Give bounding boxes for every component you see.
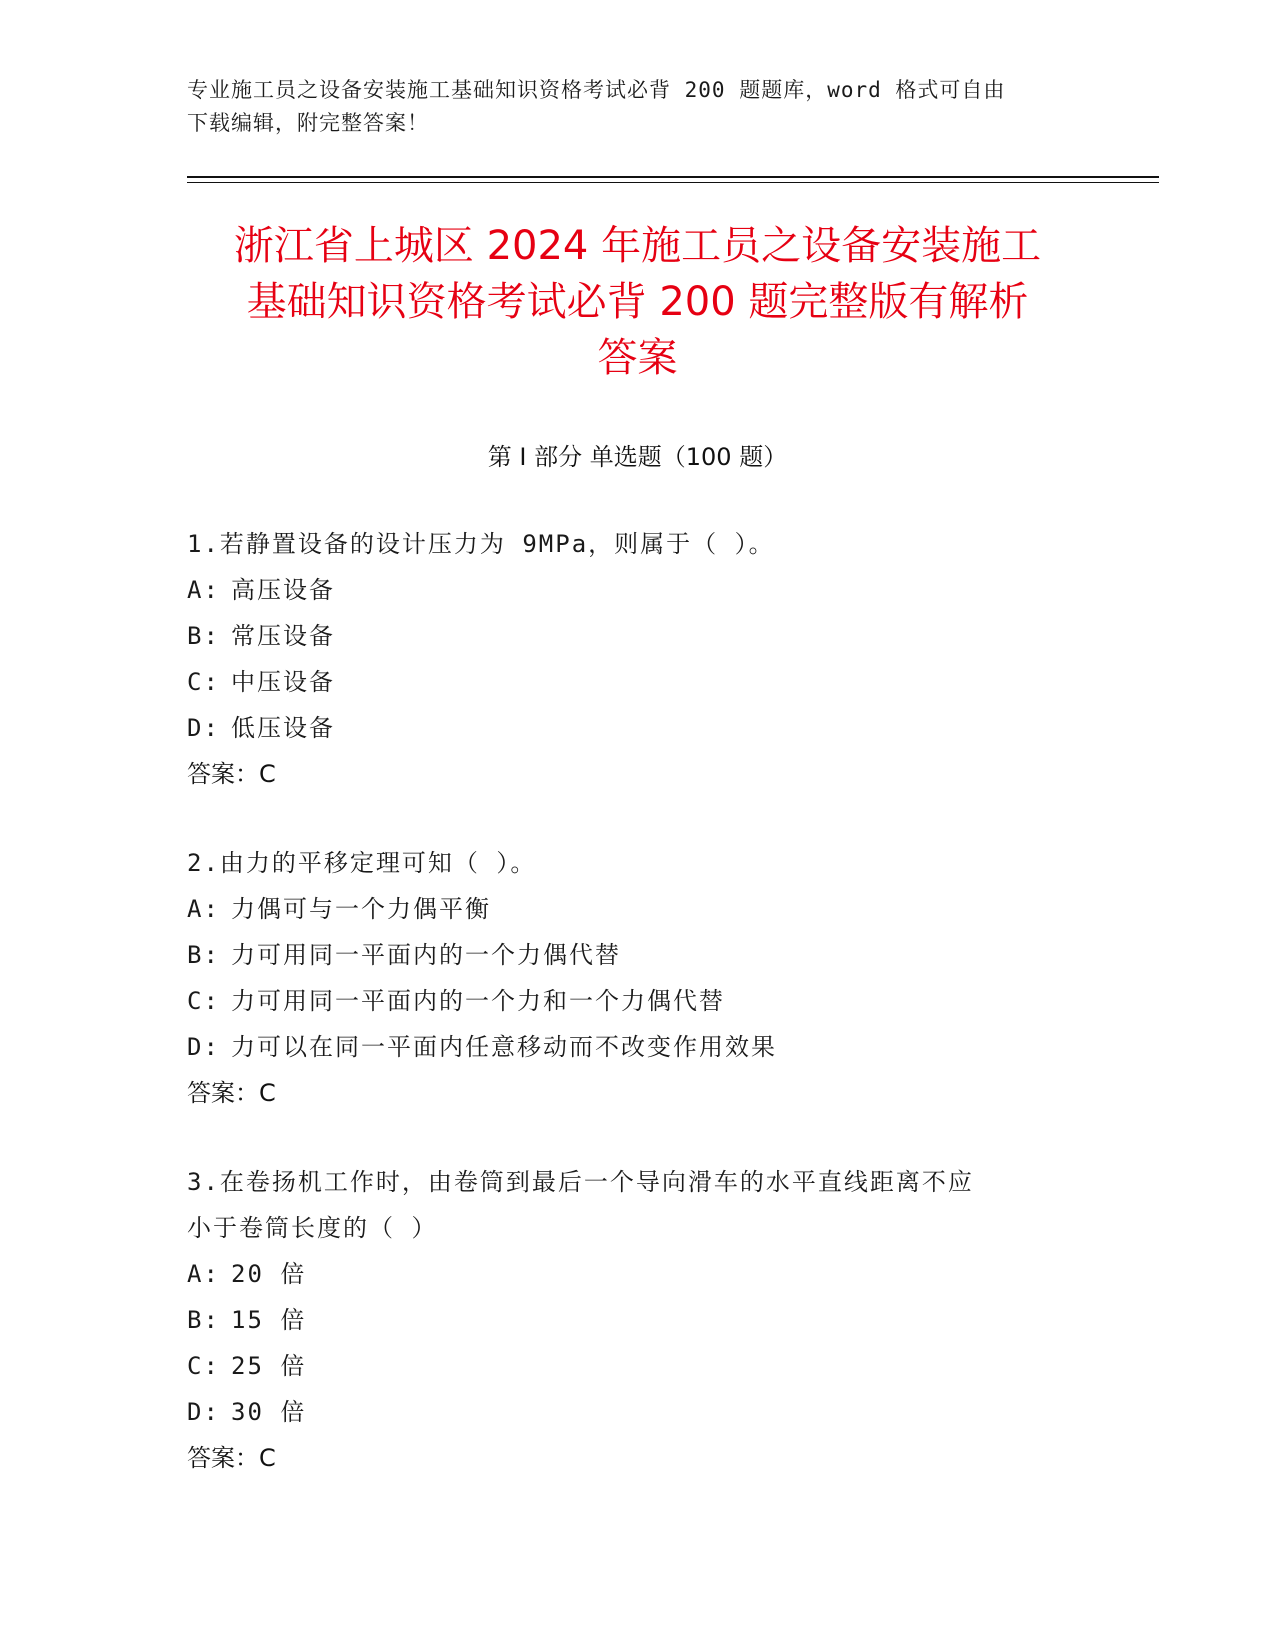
answer-line: 答案：C	[187, 1079, 276, 1107]
question-stem-line: 3.在卷扬机工作时，由卷筒到最后一个导向滑车的水平直线距离不应	[187, 1168, 974, 1196]
option-letter: D:	[187, 1033, 220, 1061]
question-stem: 1.若静置设备的设计压力为 9MPa，则属于（ ）。	[187, 530, 775, 558]
option-row	[187, 567, 1087, 613]
option-text: 15 倍	[231, 1306, 307, 1334]
option-text: 常压设备	[231, 622, 335, 650]
option-letter: C:	[187, 668, 220, 696]
option-text: 力偶可与一个力偶平衡	[231, 895, 491, 923]
option-row	[187, 613, 1087, 659]
option-row	[187, 1343, 1087, 1389]
option-text: 力可用同一平面内的一个力偶代替	[231, 941, 621, 969]
option-text: 高压设备	[231, 576, 335, 604]
option-letter: D:	[187, 714, 220, 742]
option-letter: A:	[187, 576, 220, 604]
option-text: 力可以在同一平面内任意移动而不改变作用效果	[231, 1033, 777, 1061]
header-divider	[187, 176, 1159, 178]
option-letter: A:	[187, 1260, 220, 1288]
header-divider	[187, 182, 1159, 183]
title-line: 基础知识资格考试必背 200 题完整版有解析	[246, 279, 1029, 325]
option-row	[187, 886, 1087, 932]
option-text: 低压设备	[231, 714, 335, 742]
question-stem	[187, 1159, 1087, 1251]
question-stem-line: 小于卷筒长度的（ ）	[187, 1214, 438, 1242]
option-letter: C:	[187, 1352, 220, 1380]
option-letter: B:	[187, 941, 220, 969]
option-text: 20 倍	[231, 1260, 307, 1288]
section-heading: 第 I 部分 单选题（100 题）	[487, 443, 788, 471]
question-item	[187, 840, 1087, 1116]
option-letter: B:	[187, 1306, 220, 1334]
option-row	[187, 1297, 1087, 1343]
option-row	[187, 1251, 1087, 1297]
option-text: 25 倍	[231, 1352, 307, 1380]
option-text: 30 倍	[231, 1398, 307, 1426]
option-row	[187, 978, 1087, 1024]
option-letter: C:	[187, 987, 220, 1015]
option-row	[187, 659, 1087, 705]
option-row	[187, 932, 1087, 978]
question-item	[187, 1159, 1087, 1481]
option-text: 力可用同一平面内的一个力和一个力偶代替	[231, 987, 725, 1015]
header-note-line: 专业施工员之设备安装施工基础知识资格考试必背 200 题题库，word 格式可自由	[187, 78, 1006, 102]
option-letter: D:	[187, 1398, 220, 1426]
header-note-line: 下载编辑，附完整答案！	[187, 111, 429, 135]
answer-line: 答案：C	[187, 1444, 276, 1472]
option-row	[187, 1389, 1087, 1435]
answer-line: 答案：C	[187, 760, 276, 788]
option-text: 中压设备	[231, 668, 335, 696]
title-line: 浙江省上城区 2024 年施工员之设备安装施工	[233, 223, 1042, 269]
option-letter: A:	[187, 895, 220, 923]
title-line: 答案	[597, 335, 678, 381]
option-row	[187, 705, 1087, 751]
option-letter: B:	[187, 622, 220, 650]
question-stem: 2.由力的平移定理可知（ ）。	[187, 849, 537, 877]
header-note	[187, 74, 1087, 140]
document-title	[150, 218, 1125, 386]
option-row	[187, 1024, 1087, 1070]
question-item	[187, 521, 1087, 797]
